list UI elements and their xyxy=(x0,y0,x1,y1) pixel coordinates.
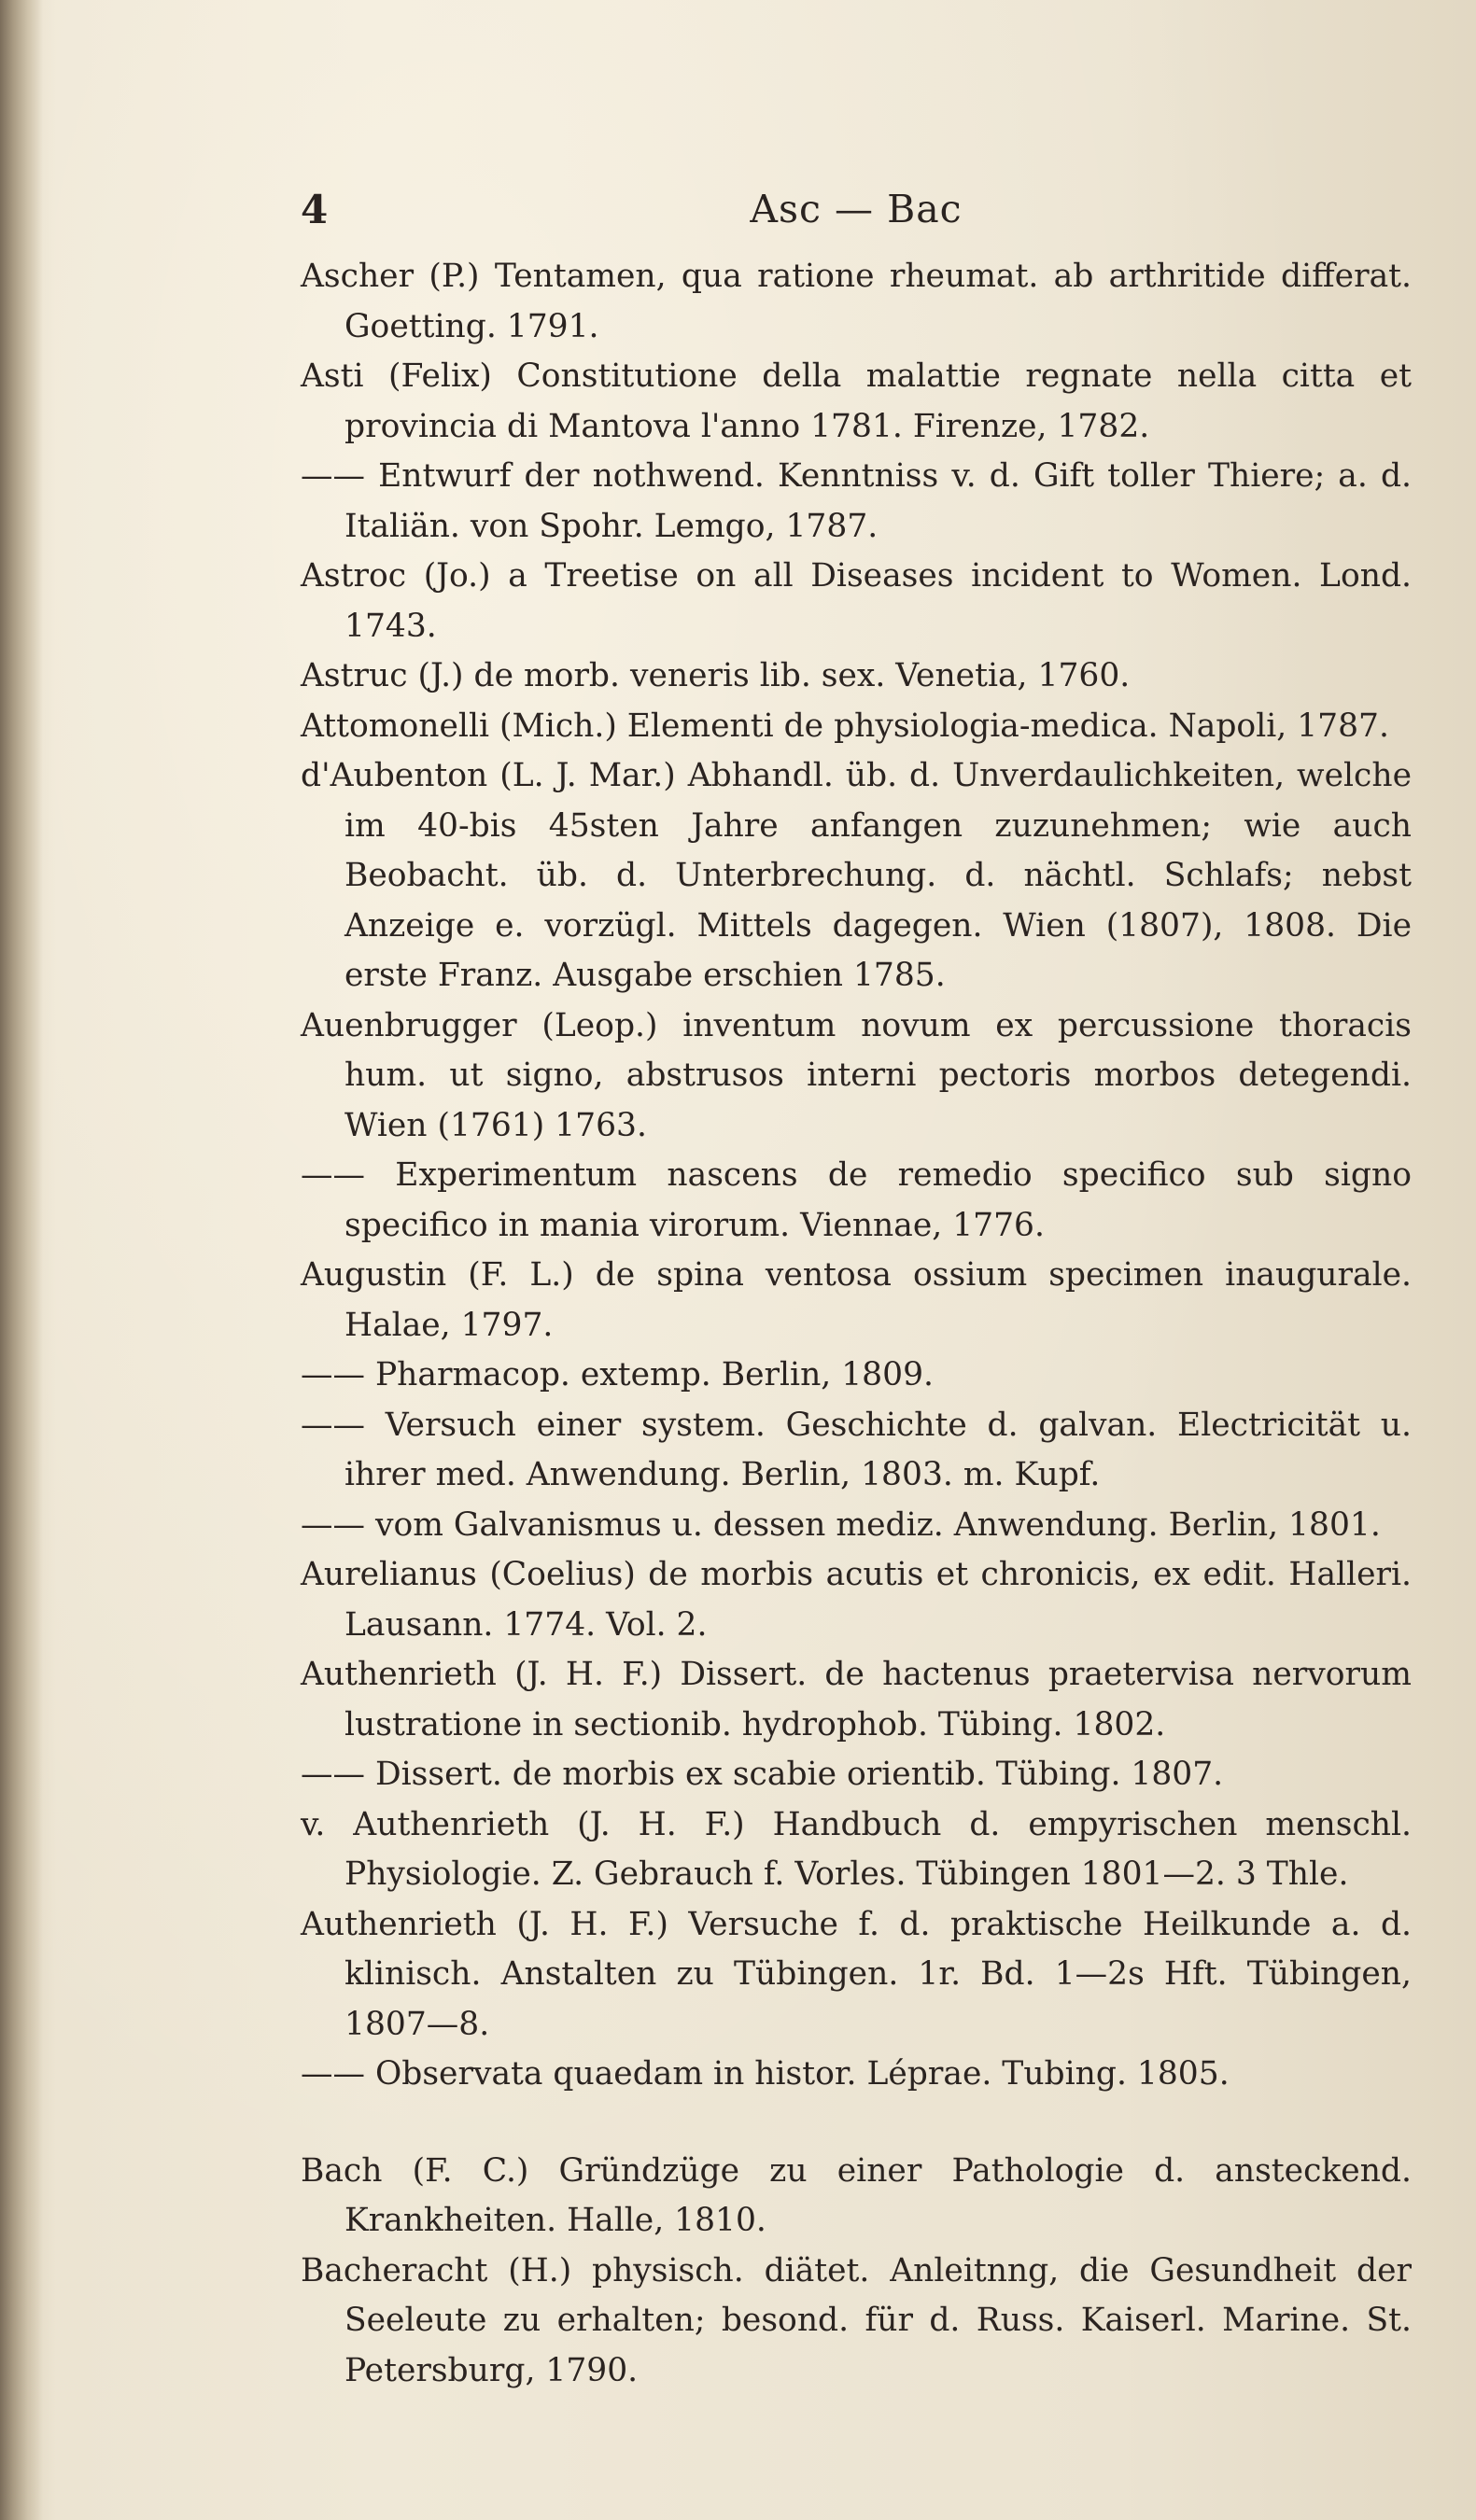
entry-v-authenrieth: v. Authenrieth (J. H. F.) Handbuch d. empyrischen menschl. Physiologie. Z. Gebrauch f. Vorles. Tübingen 1801—2. 3 Thle. xyxy=(301,1805,1412,1893)
entry-augustin: Augustin (F. L.) de spina ventosa ossium specimen inaugurale. Halae, 1797. xyxy=(301,1256,1412,1344)
entry-augustin-pharmacop: —— Pharmacop. extemp. Berlin, 1809. xyxy=(301,1356,934,1393)
entry-asti-entwurf: —— Entwurf der nothwend. Kenntniss v. d. Gift toller Thiere; a. d. Italiän. von Spohr. Lemgo, 1787. xyxy=(301,457,1412,545)
entry-auenbrugger-experimentum: —— Experimentum nascens de remedio specifico sub signo specifico in mania virorum. Viennae, 1776. xyxy=(301,1156,1412,1244)
entry-bach: Bach (F. C.) Gründzüge zu einer Pathologie d. ansteckend. Krankheiten. Halle, 1810. xyxy=(301,2151,1412,2239)
page-binding-shadow xyxy=(0,0,43,2520)
entry-aurelianus: Aurelianus (Coelius) de morbis acutis et chronicis, ex edit. Halleri. Lausann. 1774. Vol. 2. xyxy=(301,1556,1412,1644)
page-number: 4 xyxy=(301,187,329,232)
entry-augustin-galvanismus: —— vom Galvanismus u. dessen mediz. Anwendung. Berlin, 1801. xyxy=(301,1505,1381,1544)
entry-ascher: Ascher (P.) Tentamen, qua ratione rheumat. ab arthritide differat. Goetting. 1791. xyxy=(301,258,1412,345)
entry-augustin-versuch: —— Versuch einer system. Geschichte d. galvan. Electricität u. ihrer med. Anwendung. Berlin, 1803. m. Kupf. xyxy=(301,1406,1412,1493)
entry-authenrieth-versuche: Authenrieth (J. H. F.) Versuche f. d. praktische Heilkunde a. d. klinisch. Anstalten zu Tübingen. 1r. Bd. 1—2s Hft. Tübingen, 1807—8. xyxy=(301,1905,1412,2043)
entry-astroc: Astroc (Jo.) a Treetise on all Diseases incident to Women. Lond. 1743. xyxy=(301,557,1412,645)
entry-bacheracht: Bacheracht (H.) physisch. diätet. Anleitnng, die Gesundheit der Seeleute zu erhalten; besond. für d. Russ. Kaiserl. Marine. St. Petersburg, 1790. xyxy=(301,2251,1412,2389)
entry-asti: Asti (Felix) Constitutione della malattie regnate nella citta et provincia di Mantova l'anno 1781. Firenze, 1782. xyxy=(301,357,1412,445)
bibliography-entries xyxy=(301,252,1412,2396)
entry-astruc: Astruc (J.) de morb. veneris lib. sex. Venetia, 1760. xyxy=(301,657,1131,694)
entry-aubenton: d'Aubenton (L. J. Mar.) Abhandl. üb. d. Unverdaulichkeiten, welche im 40-bis 45sten Jahre anfangen zuzunehmen; wie auch Beobacht. üb. d. Unterbrechung. d. nächtl. Schlafs; nebst Anzeige e. vorzügl. Mittels dagegen. Wien (1807), 1808. Die erste Franz. Ausgabe erschien 1785. xyxy=(301,757,1412,994)
entry-auenbrugger: Auenbrugger (Leop.) inventum novum ex percussione thoracis hum. ut signo, abstrusos interni pectoris morbos detegendi. Wien (1761) 1763. xyxy=(301,1006,1412,1144)
entry-authenrieth-observata: —— Observata quaedam in histor. Léprae. Tubing. 1805. xyxy=(301,2055,1230,2093)
running-head: Asc — Bac xyxy=(750,187,963,231)
entry-authenrieth-scabie: —— Dissert. de morbis ex scabie orientib. Tübing. 1807. xyxy=(301,1756,1224,1793)
page-header xyxy=(301,187,1412,239)
entry-attomonelli: Attomonelli (Mich.) Elementi de physiologia-medica. Napoli, 1787. xyxy=(301,707,1389,745)
entry-authenrieth-dissert: Authenrieth (J. H. F.) Dissert. de hactenus praetervisa nervorum lustratione in sectionib. hydrophob. Tübing. 1802. xyxy=(301,1656,1412,1743)
